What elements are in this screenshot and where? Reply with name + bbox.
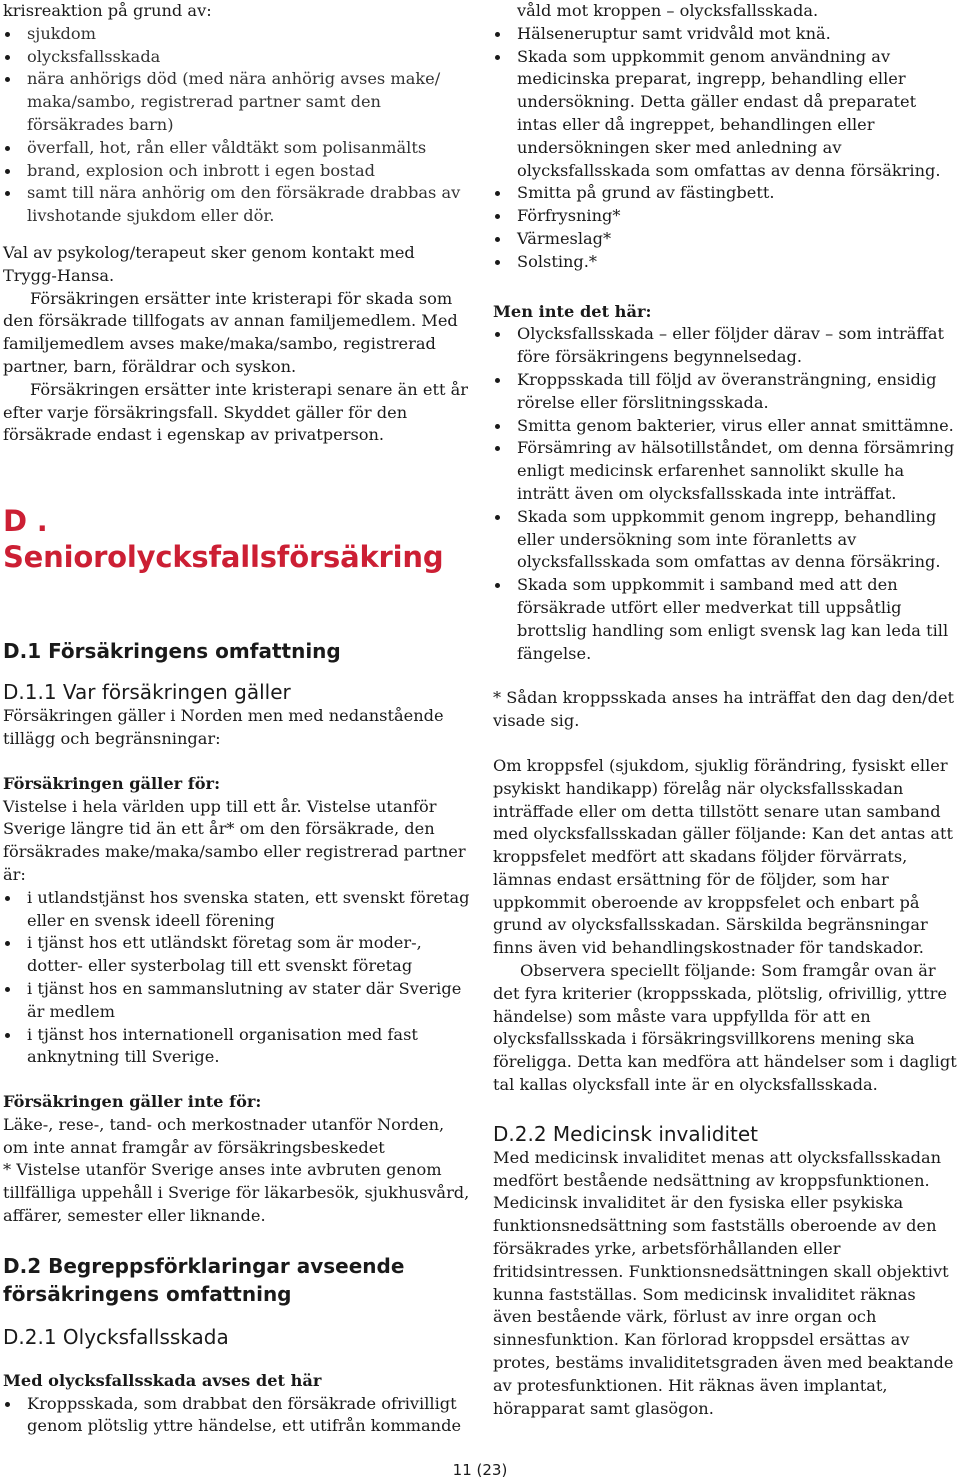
list-item: i utlandstjänst hos svenska staten, ett svenskt företag eller en svensk ideell förening [3,887,473,933]
list-item: i tjänst hos ett utländskt företag som är moder-, dotter- eller systerbolag till ett svenskt företag [3,932,473,978]
left-column [3,0,473,1438]
list-item: Hälseneruptur samt vridvåld mot knä. [493,23,959,46]
list-item: sjukdom [3,23,473,46]
crisis-exclusion-paragraph: Försäkringen ersätter inte kristerapi för skada som den försäkrade tillfogats av annan familjemedlem. Med familjemedlem avses make/maka/sambo, registrerad partner, barn, föräldrar och syskon. [3,288,458,376]
crisis-time-limit-paragraph: Försäkringen ersätter inte kristerapi senare än ett år efter varje försäkringsfall. Skyddet gäller för den försäkrade endast i egenskap av privatperson. [3,379,468,445]
list-item: Kroppsskada, som drabbat den försäkrade ofrivilligt genom plötslig yttre händelse, ett utifrån kommande [3,1393,473,1439]
continuation-text: våld mot kroppen – olycksfallsskada. [517,1,819,20]
psychologist-choice-text: Val av psykolog/terapeut sker genom kontakt med Trygg-Hansa. [3,242,415,285]
crisis-intro: krisreaktion på grund av: [3,1,212,20]
not-applies-text: Läke-, rese-, tand- och merkostnader utanför Norden, om inte annat framgår av försäkringsbeskedet [3,1114,445,1157]
excluded-list [493,323,959,665]
excluded-heading: Men inte det här: [493,301,652,321]
applies-heading: Försäkringen gäller för: [3,773,221,793]
list-item: Värmeslag* [493,228,959,251]
right-column [493,0,959,1420]
accident-definition-list [3,1393,473,1439]
list-item: i tjänst hos internationell organisation med fast anknytning till Sverige. [3,1024,473,1070]
list-item: olycksfallsskada [3,46,473,69]
d21-heading: D.2.1 Olycksfallsskada [3,1324,229,1349]
applies-list [3,887,473,1069]
included-list [493,23,959,274]
list-item: nära anhörigs död (med nära anhörig avses make/ maka/sambo, registrerad partner samt den försäkrades barn) [3,68,473,136]
stay-footnote: * Vistelse utanför Sverige anses inte avbruten genom tillfälliga uppehåll i Sverige för läkarbesök, sjukhusvård, affärer, semester eller liknande. [3,1160,470,1226]
list-item: Skada som uppkommit i samband med att den försäkrade utfört eller medverkat till uppsåtlig brottslig handling som enligt svensk lag kan leda till fängelse. [493,574,959,665]
list-item: Skada som uppkommit genom ingrepp, behandling eller undersökning som inte föranletts av olycksfallsskada som omfattas av denna försäkring. [493,506,959,574]
d22-text: Med medicinsk invaliditet menas att olycksfallsskadan medfört bestående nedsättning av kroppsfunktionen. Medicinsk invaliditet är den fysiska eller psykiska funktionsnedsättning som fastställs oberoende av den försäkrades yrke, arbetsförhållanden eller fritidsintressen. Funktionsnedsättningen skall objektivt kunna fastställas. Som medicinsk invaliditet räknas även bestående värk, förlust av inre organ och sinnesfunktion. Kan förlorad kroppsdel ersättas av protes, bestäms invaliditetsgraden även med beaktande av protesfunktionen. Hit räknas även implantat, hörapparat samt glasögon. [493,1147,954,1418]
list-item: Försämring av hälsotillståndet, om denna försämring enligt medicinsk erfarenhet sannolikt skulle ha inträtt även om olycksfallsskada inte inträffat. [493,437,959,505]
list-item: i tjänst hos en sammanslutning av stater där Sverige är medlem [3,978,473,1024]
applies-text: Vistelse i hela världen upp till ett år. Vistelse utanför Sverige längre tid än ett år* om den försäkrade, den försäkrades make/maka/sambo eller registrerad partner är: [3,796,466,884]
not-applies-heading: Försäkringen gäller inte för: [3,1092,262,1112]
list-item: Solsting.* [493,251,959,274]
asterisk-note: * Sådan kroppsskada anses ha inträffat den dag den/det visade sig. [493,688,955,731]
page-number: 11 (23) [452,1461,508,1479]
list-item: Skada som uppkommit genom användning av medicinska preparat, ingrepp, behandling eller undersökning. Detta gäller endast då preparatet intas eller då ingreppet, behandlingen eller undersökningen sker med anledning av olycksfallsskada som omfattas av denna försäkring. [493,46,959,183]
section-heading: D . Seniorolycksfallsförsäkring [3,504,444,575]
d1-heading: D.1 Försäkringens omfattning [3,639,341,664]
list-item: Smitta på grund av fästingbett. [493,182,959,205]
d22-heading: D.2.2 Medicinsk invaliditet [493,1121,758,1146]
list-item: överfall, hot, rån eller våldtäkt som polisanmälts [3,137,473,160]
d2-heading: D.2 Begreppsförklaringar avseende försäkringens omfattning [3,1253,405,1306]
list-item: Förfrysning* [493,205,959,228]
list-item: brand, explosion och inbrott i egen bostad [3,160,473,183]
list-item: samt till nära anhörig om den försäkrade drabbas av livshotande sjukdom eller dör. [3,182,473,228]
d11-heading: D.1.1 Var försäkringen gäller [3,680,291,705]
observe-paragraph: Observera speciellt följande: Som framgår ovan är det fyra kriterier (kroppsskada, plötslig, ofrivillig, yttre händelse) som måste vara uppfyllda för att en olycksfallsskada i försäkringsvillkorens mening ska föreligga. Detta kan medföra att händelser som i dagligt tal kallas olycksfall inte är en olycksfallsskada. [493,961,957,1095]
d11-text: Försäkringen gäller i Norden men med nedanstående tillägg och begränsningar: [3,706,444,748]
list-item: Kroppsskada till följd av överansträngning, ensidig rörelse eller förslitningsskada. [493,369,959,415]
accident-definition-heading: Med olycksfallsskada avses det här [3,1370,322,1390]
body-failure-paragraph: Om kroppsfel (sjukdom, sjuklig förändring, fysiskt eller psykiskt handikapp) förelåg när olycksfallsskadan inträffade eller om detta tillstött senare utan samband med olycksfallsskadan gäller följande: Kan det antas att kroppsfelet medfört att skadans följder förvärrats, lämnas endast ersättning för de följder, som har uppkommit oberoende av kroppsfelet och enbart på grund av olycksfallsskadan. Särskilda begränsningar finns även vid behandlingskostnader för tandskador. [493,755,953,958]
list-item: Smitta genom bakterier, virus eller annat smittämne. [493,415,959,438]
crisis-cause-list [3,23,473,228]
list-item: Olycksfallsskada – eller följder därav – som inträffat före försäkringens begynnelsedag. [493,323,959,369]
